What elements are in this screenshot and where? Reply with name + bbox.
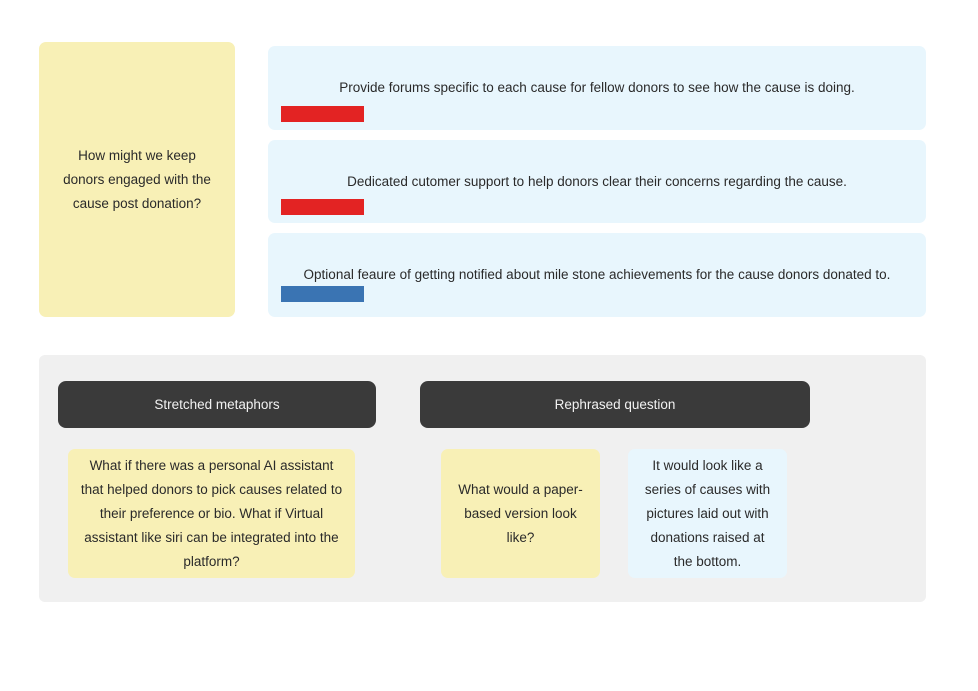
idea-text: Optional feaure of getting notified about mile stone achievements for the cause donors donated to. [303, 267, 891, 282]
idea-tag-red [281, 199, 364, 215]
stretched-metaphors-header[interactable] [58, 381, 376, 428]
note-text: It would look like a series of causes with pictures laid out with donations raised at the bottom. [644, 457, 771, 569]
question-sticky-note[interactable] [39, 42, 235, 317]
rephrased-question-label: Rephrased question [554, 397, 676, 412]
idea-sticky-note[interactable] [268, 46, 926, 130]
ai-assistant-sticky-note[interactable] [68, 449, 355, 578]
idea-sticky-note[interactable] [268, 140, 926, 223]
paper-version-sticky-note[interactable] [441, 449, 600, 578]
idea-tag-blue [281, 286, 364, 302]
idea-text: Dedicated cutomer support to help donors clear their concerns regarding the cause. [347, 173, 847, 189]
causes-series-sticky-note[interactable] [628, 449, 787, 578]
note-text: What if there was a personal AI assistant that helped donors to pick causes related to their preference or bio. What if Virtual assistant like siri can be integrated into the platform? [80, 457, 343, 569]
stretched-metaphors-label: Stretched metaphors [154, 397, 280, 412]
idea-sticky-note[interactable] [268, 233, 926, 317]
idea-tag-red [281, 106, 364, 122]
question-text: How might we keep donors engaged with the cause post donation? [63, 147, 211, 211]
idea-text: Provide forums specific to each cause for fellow donors to see how the cause is doing. [339, 80, 855, 95]
note-text: What would a paper-based version look like? [458, 481, 583, 545]
rephrased-question-header[interactable] [420, 381, 810, 428]
